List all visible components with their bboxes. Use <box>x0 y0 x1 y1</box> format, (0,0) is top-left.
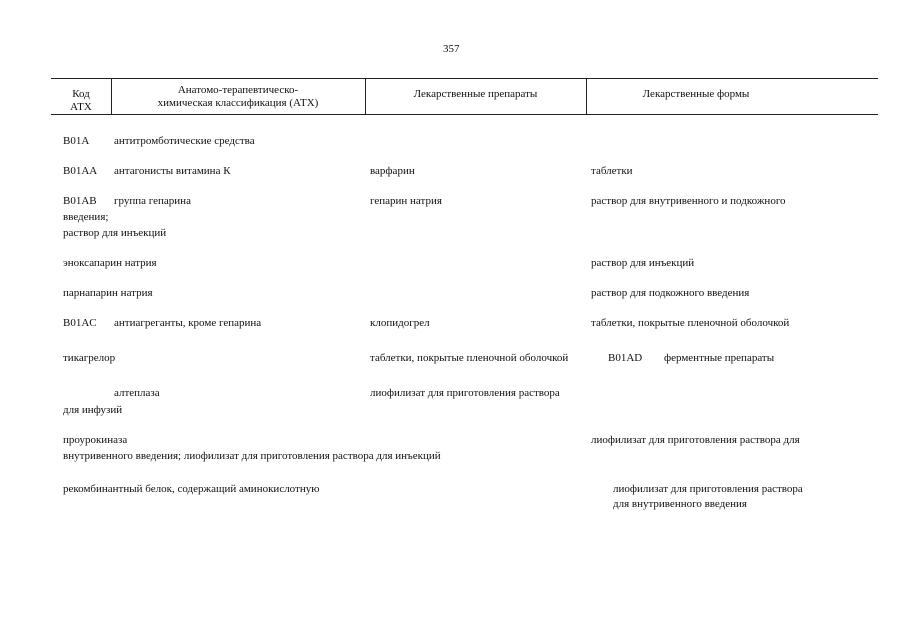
drug-form: раствор для инъекций <box>591 257 695 269</box>
drug-name: алтеплаза <box>114 387 160 399</box>
drug-name: варфарин <box>370 165 415 177</box>
drug-form-continued: для инфузий <box>63 404 123 416</box>
table-header-rule <box>51 114 878 115</box>
atc-code: B01A <box>63 135 90 147</box>
atc-code: B01AB <box>63 195 97 207</box>
atc-name: антагонисты витамина К <box>114 165 231 177</box>
header-atc-classification: Анатомо-терапевтическо- химическая классификация (АТХ) <box>157 83 319 109</box>
drug-form: таблетки, покрытые пленочной оболочкой <box>370 352 569 364</box>
header-code: Код АТХ <box>70 87 92 113</box>
drug-form: таблетки, покрытые пленочной оболочкой <box>591 317 790 329</box>
drug-form: лиофилизат для приготовления раствора <box>613 483 803 495</box>
drug-form: раствор для внутривенного и подкожного <box>591 195 786 207</box>
atc-name: антитромботические средства <box>114 135 255 147</box>
drug-form-continued: раствор для инъекций <box>63 227 167 239</box>
drug-form-continued: для внутривенного введения <box>613 498 747 510</box>
drug-name: тикагрелор <box>63 352 116 364</box>
atc-code: B01AC <box>63 317 97 329</box>
drug-name: клопидогрел <box>370 317 430 329</box>
drug-form: таблетки <box>591 165 633 177</box>
drug-name: рекомбинантный белок, содержащий аминокислотную <box>63 483 320 495</box>
drug-name: гепарин натрия <box>370 195 442 207</box>
drug-name: парнапарин натрия <box>63 287 153 299</box>
drug-name: проурокиназа <box>63 434 128 446</box>
drug-form: лиофилизат для приготовления раствора для <box>591 434 800 446</box>
page-number: 357 <box>443 43 460 55</box>
drug-name: эноксапарин натрия <box>63 257 157 269</box>
atc-name: группа гепарина <box>114 195 191 207</box>
atc-name: ферментные препараты <box>664 352 775 364</box>
drug-form: лиофилизат для приготовления раствора <box>370 387 560 399</box>
atc-code: B01AD <box>608 352 643 364</box>
header-drugs: Лекарственные препараты <box>413 88 538 100</box>
drug-form-continued: внутривенного введения; лиофилизат для приготовления раствора для инъекций <box>63 450 441 462</box>
atc-code: B01AA <box>63 165 98 177</box>
drug-form: раствор для подкожного введения <box>591 287 750 299</box>
atc-name: антиагреганты, кроме гепарина <box>114 317 262 329</box>
drug-form-continued: введения; <box>63 211 109 223</box>
header-forms: Лекарственные формы <box>642 88 750 100</box>
